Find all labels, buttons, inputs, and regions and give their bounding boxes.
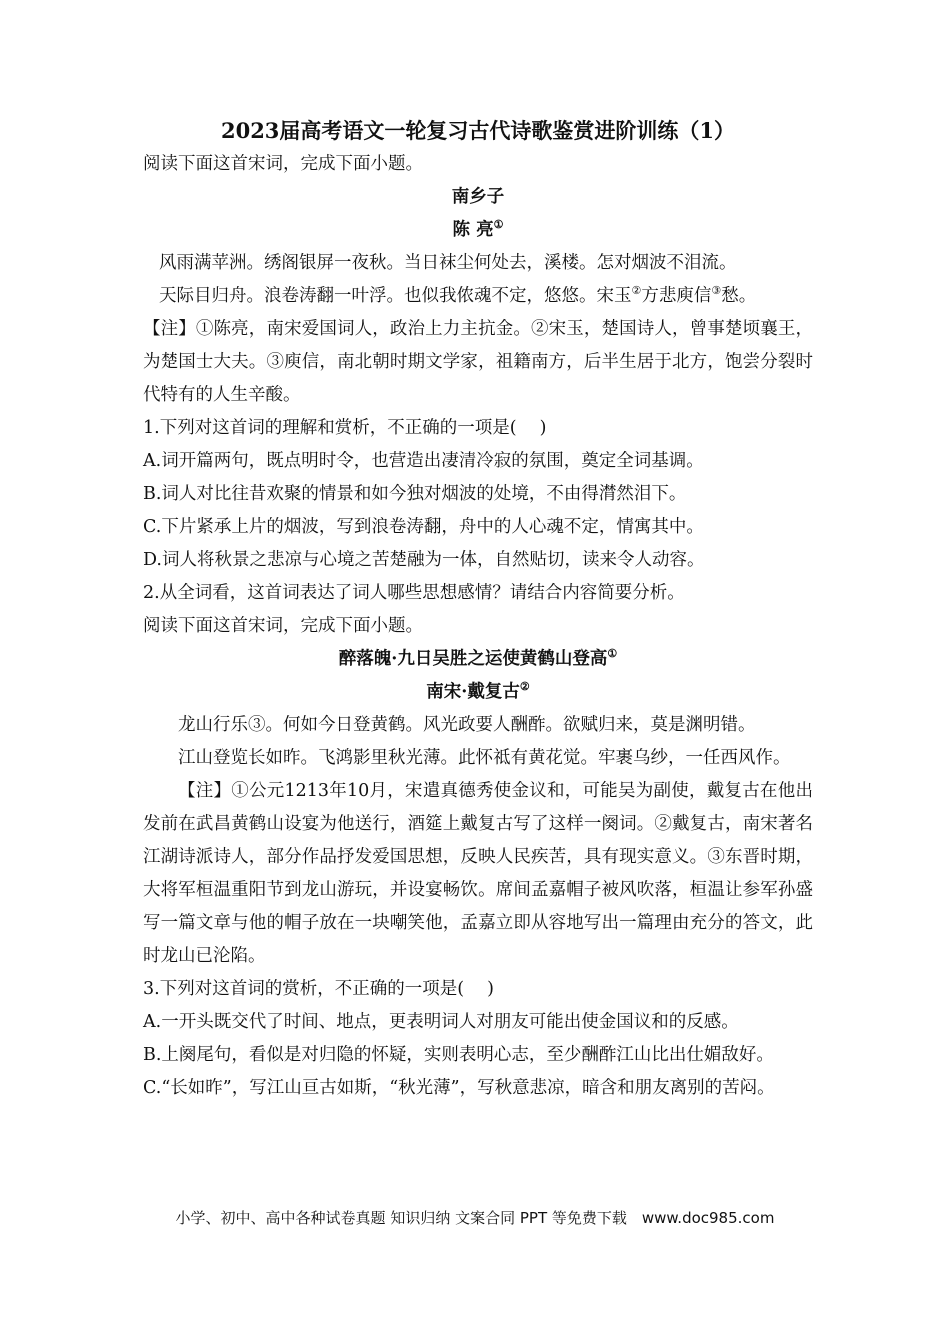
question-3-option-b: B.上阕尾句，看似是对归隐的怀疑，实则表明心志，至少酬酢江山比出仕媚敌好。	[143, 1045, 774, 1065]
question-1-option-c: C.下片紧承上片的烟波，写到浪卷涛翻，舟中的人心魂不定，情寓其中。	[143, 517, 704, 537]
question-3-option-c: C.“长如昨”，写江山亘古如斯，“秋光薄”，写秋意悲凉，暗含和朋友离别的苦闷。	[143, 1078, 775, 1098]
poem1-title: 南乡子	[451, 187, 505, 207]
poem1-author	[143, 214, 813, 247]
question-1: 1.下列对这首词的理解和赏析，不正确的一项是( )	[143, 418, 547, 438]
poem2-title-text: 醉落魄·九日吴胜之运使黄鹤山登高	[338, 649, 608, 669]
question-3: 3.下列对这首词的赏析，不正确的一项是( )	[143, 979, 494, 999]
poem2-line2: 江山登览长如昨。飞鸿影里秋光薄。此怀祗有黄花觉。牢裹乌纱，一任西风作。	[178, 748, 791, 768]
footnote-mark: ③	[711, 284, 722, 297]
page-title: 2023届高考语文一轮复习古代诗歌鉴赏进阶训练（1）	[220, 118, 736, 143]
poem1-line1: 风雨满苹洲。绣阁银屏一夜秋。当日袜尘何处去，溪楼。怎对烟波不泪流。	[159, 253, 737, 273]
section2-intro: 阅读下面这首宋词，完成下面小题。	[143, 616, 423, 636]
question-1-option-a: A.词开篇两句，既点明时令，也营造出凄清冷寂的氛围，奠定全词基调。	[143, 451, 704, 471]
poem2-author-name: 南宋·戴复古	[426, 682, 520, 702]
poem1-line2	[143, 280, 813, 313]
footnote-mark: ①	[493, 218, 504, 231]
poem1-line2-c: 愁。	[721, 286, 757, 306]
question-1-option-d: D.词人将秋景之悲凉与心境之苦楚融为一体，自然贴切，读来令人动容。	[143, 550, 705, 570]
poem2-author	[143, 676, 813, 709]
poem2-title	[143, 643, 813, 676]
poem2-notes: 【注】①公元1213年10月，宋遣真德秀使金议和，可能吴为副使，戴复古在他出发前在武昌黄鹤山设宴为他送行，酒筵上戴复古写了这样一阕词。②戴复古，南宋著名江湖诗派诗人，部分作品抒发爱国思想，反映人民疾苦，具有现实意义。③东晋时期，大将军桓温重阳节到龙山游玩，并设宴畅饮。席间孟嘉帽子被风吹落，桓温让参军孙盛写一篇文章与他的帽子放在一块嘲笑他，孟嘉立即从容地写出一篇理由充分的答文，此时龙山已沦陷。	[143, 781, 813, 966]
footnote-mark: ②	[519, 680, 530, 693]
poem1-line2-a: 天际目归舟。浪卷涛翻一叶浮。也似我侬魂不定，悠悠。宋玉	[159, 286, 632, 306]
question-2: 2.从全词看，这首词表达了词人哪些思想感情？请结合内容简要分析。	[143, 583, 685, 603]
question-1-option-b: B.词人对比往昔欢聚的情景和如今独对烟波的处境，不由得潸然泪下。	[143, 484, 687, 504]
question-3-option-a: A.一开头既交代了时间、地点，更表明词人对朋友可能出使金国议和的反感。	[143, 1012, 739, 1032]
section1-intro: 阅读下面这首宋词，完成下面小题。	[143, 154, 423, 174]
poem1-line2-b: 方悲庾信	[641, 286, 712, 306]
page-footer: 小学、初中、高中各种试卷真题 知识归纳 文案合同 PPT 等免费下载 www.doc985.com	[175, 1209, 775, 1227]
footnote-mark: ②	[631, 284, 642, 297]
poem1-author-name: 陈 亮	[452, 220, 494, 240]
document-body	[143, 112, 813, 1105]
footnote-mark: ①	[607, 647, 618, 660]
poem1-notes: 【注】①陈亮，南宋爱国词人，政治上力主抗金。②宋玉，楚国诗人，曾事楚顷襄王，为楚国士大夫。③庾信，南北朝时期文学家，祖籍南方，后半生居于北方，饱尝分裂时代特有的人生辛酸。	[143, 319, 813, 405]
poem2-line1: 龙山行乐③。何如今日登黄鹤。风光政要人酬酢。欲赋归来，莫是渊明错。	[178, 715, 756, 735]
